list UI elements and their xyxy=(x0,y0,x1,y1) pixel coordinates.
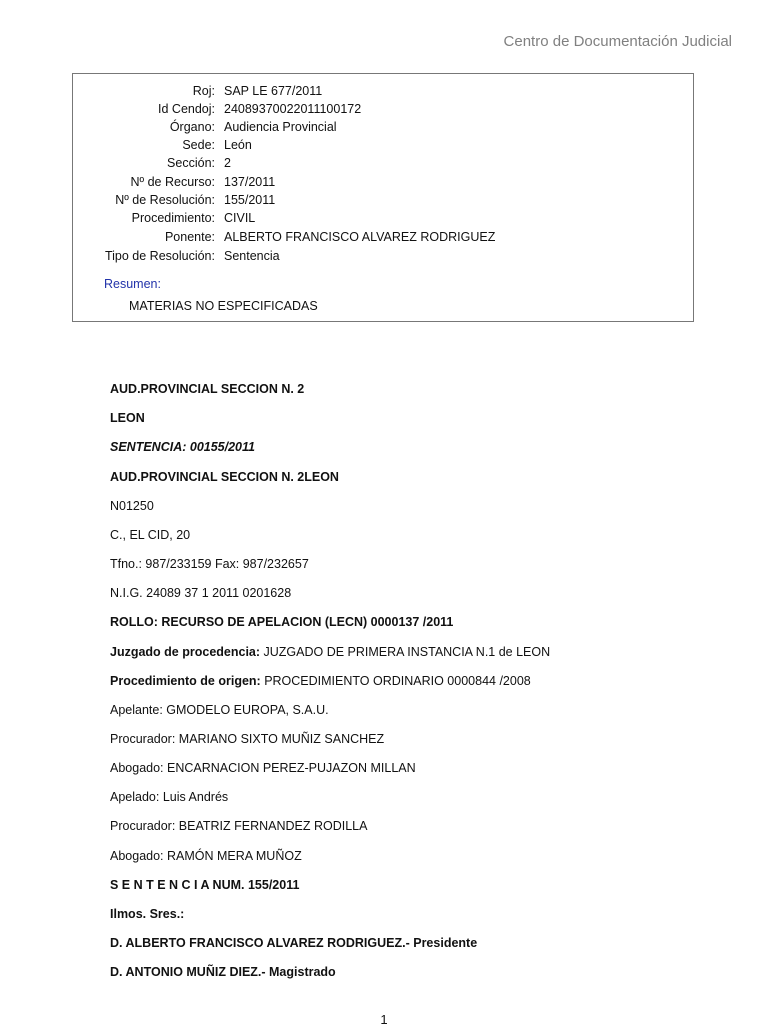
meta-value: 137/2011 xyxy=(224,175,276,189)
rollo-line: ROLLO: RECURSO DE APELACION (LECN) 0000137 /2011 xyxy=(110,615,454,629)
meta-label: Roj: xyxy=(192,84,215,98)
meta-value: León xyxy=(224,138,252,152)
presidente-line: D. ALBERTO FRANCISCO ALVAREZ RODRIGUEZ.- Presidente xyxy=(110,936,478,950)
meta-label: Sede: xyxy=(182,138,215,152)
court-city-heading: AUD.PROVINCIAL SECCION N. 2LEON xyxy=(110,470,339,484)
meta-row-organo xyxy=(73,118,693,136)
meta-label: Id Cendoj: xyxy=(158,102,215,116)
apelante-line: Apelante: GMODELO EUROPA, S.A.U. xyxy=(110,703,329,717)
court-phone: Tfno.: 987/233159 Fax: 987/232657 xyxy=(110,557,309,571)
juzgado-line xyxy=(110,644,550,660)
abogado-1-line: Abogado: ENCARNACION PEREZ-PUJAZON MILLAN xyxy=(110,761,416,775)
procurador-2-line: Procurador: BEATRIZ FERNANDEZ RODILLA xyxy=(110,819,368,833)
meta-value: Audiencia Provincial xyxy=(224,120,337,134)
meta-value: CIVIL xyxy=(224,211,256,225)
meta-row-cendoj xyxy=(73,100,693,118)
meta-row-resolucion xyxy=(73,191,693,209)
meta-label: Nº de Recurso: xyxy=(130,175,215,189)
juzgado-value: JUZGADO DE PRIMERA INSTANCIA N.1 de LEON xyxy=(260,645,551,659)
meta-value: SAP LE 677/2011 xyxy=(224,84,323,98)
procurador-1-line: Procurador: MARIANO SIXTO MUÑIZ SANCHEZ xyxy=(110,732,385,746)
page-number: 1 xyxy=(380,1012,388,1027)
meta-label: Órgano: xyxy=(169,120,215,134)
court-code: N01250 xyxy=(110,499,154,513)
magistrado-line: D. ANTONIO MUÑIZ DIEZ.- Magistrado xyxy=(110,965,336,979)
city-heading: LEON xyxy=(110,411,145,425)
meta-value: 2 xyxy=(224,156,231,170)
nig-number: N.I.G. 24089 37 1 2011 0201628 xyxy=(110,586,292,600)
meta-row-recurso xyxy=(73,173,693,191)
resumen-label: Resumen: xyxy=(104,277,161,291)
meta-label: Tipo de Resolución: xyxy=(104,249,215,263)
procedimiento-origen-value: PROCEDIMIENTO ORDINARIO 0000844 /2008 xyxy=(260,674,531,688)
sentencia-num-line: S E N T E N C I A NUM. 155/2011 xyxy=(110,878,300,892)
resumen-text: MATERIAS NO ESPECIFICADAS xyxy=(129,299,318,313)
meta-row-roj xyxy=(73,82,693,100)
meta-value: Sentencia xyxy=(224,249,280,263)
meta-label: Procedimiento: xyxy=(131,211,215,225)
procedimiento-origen-line xyxy=(110,673,531,689)
sentencia-heading: SENTENCIA: 00155/2011 xyxy=(110,440,255,454)
juzgado-label: Juzgado de procedencia: xyxy=(110,645,261,659)
court-address: C., EL CID, 20 xyxy=(110,528,191,542)
meta-label: Ponente: xyxy=(164,230,215,244)
abogado-2-line: Abogado: RAMÓN MERA MUÑOZ xyxy=(110,849,302,863)
meta-value: ALBERTO FRANCISCO ALVAREZ RODRIGUEZ xyxy=(224,230,496,244)
meta-row-ponente xyxy=(73,228,693,246)
meta-row-seccion xyxy=(73,154,693,172)
meta-value: 155/2011 xyxy=(224,193,276,207)
meta-label: Nº de Resolución: xyxy=(115,193,215,207)
meta-row-tipo xyxy=(73,247,693,265)
ilmos-line: Ilmos. Sres.: xyxy=(110,907,185,921)
meta-row-sede xyxy=(73,136,693,154)
court-heading: AUD.PROVINCIAL SECCION N. 2 xyxy=(110,382,305,396)
header-brand: Centro de Documentación Judicial xyxy=(503,33,732,50)
apelado-line: Apelado: Luis Andrés xyxy=(110,790,229,804)
procedimiento-origen-label: Procedimiento de origen: xyxy=(110,674,261,688)
meta-label: Sección: xyxy=(167,156,215,170)
meta-row-procedimiento xyxy=(73,209,693,227)
metadata-box xyxy=(72,73,694,322)
meta-value: 24089370022011100172 xyxy=(224,102,362,116)
